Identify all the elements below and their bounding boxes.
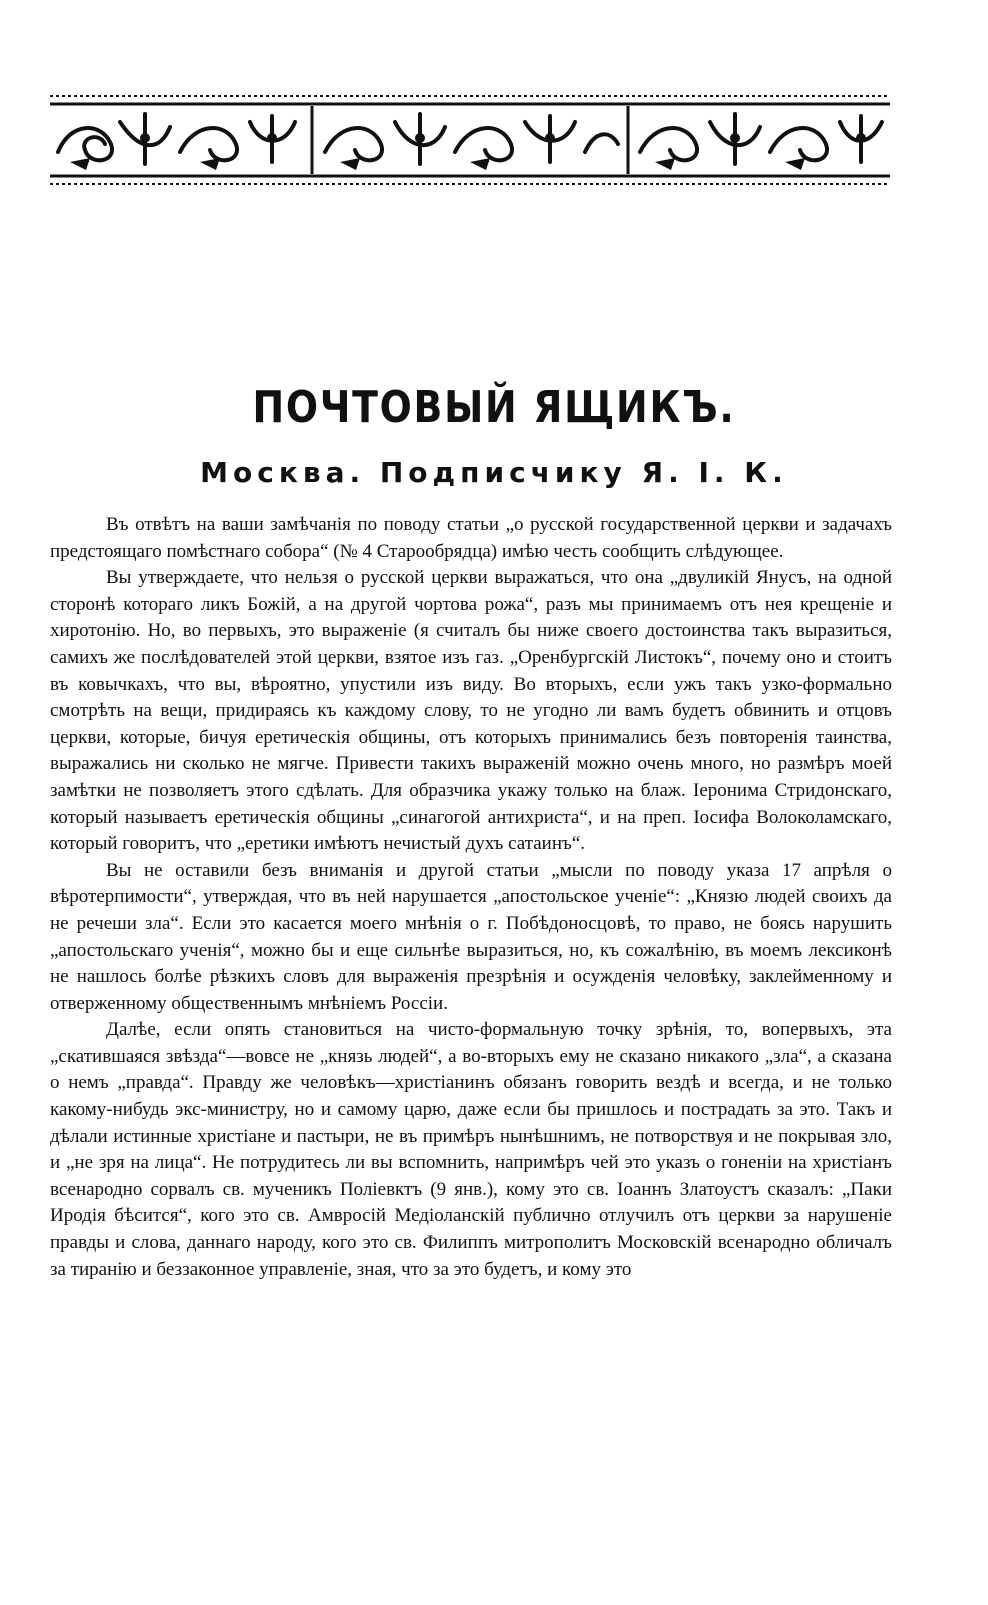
page-subtitle: Москва. Подписчику Я. І. К. (200, 456, 788, 489)
paragraph: Вы утверждаете, что нельзя о русской церкви выражаться, что она „двуликій Янусъ, на одной сторонѣ котораго ликъ Божій, а на другой чортова рожа“, разъ мы принимаемъ отъ нея крещеніе и хиротонію. Но, во первыхъ, это выраженіе (я считалъ бы ниже своего достоинства такъ выразиться, самихъ же послѣдователей этой церкви, взятое изъ газ. „Оренбургскій Листокъ“, почему оно и стоитъ въ ковычкахъ, что вы, вѣроятно, упустили изъ виду. Во вторыхъ, если ужъ такъ узко-формально смотрѣть на вещи, придираясь къ каждому слову, то не угодно ли вамъ будетъ обвинить и отцовъ церкви, которые, бичуя еретическія общины, отъ которыхъ принимались безъ повторенія таинства, выражались ни сколько не мягче. Привести такихъ выраженій можно очень много, но размѣръ моей замѣтки не позволяетъ этого сдѣлать. Для образчика укажу только на блаж. Іеронима Стридонскаго, который называетъ еретическія общины „синагогой антихриста“, и на преп. Іосифа Волоколамскаго, который говоритъ, что „еретики имѣютъ нечистый духъ сатаинъ“. (50, 567, 892, 855)
paragraph: Далѣе, если опять становиться на чисто-формальную точку зрѣнія, то, вопервыхъ, эта „скатившаяся звѣзда“—вовсе не „князь людей“, а во-вторыхъ ему не сказано никакого „зла“, а сказана о немъ „правда“. Правду же человѣкъ—христіанинъ обязанъ говорить вездѣ и всегда, и не только какому-нибудь экс-министру, но и самому царю, даже если бы пришлось и пострадать за это. Такъ и дѣлали истинные христіане и пастыри, не въ примѣръ нынѣшнимъ, не потворствуя и не покрывая зло, и „не зря на лица“. Не потрудитесь ли вы вспомнить, напримѣръ чей это указъ о гоненіи на христіанъ всенародно сорвалъ св. мученикъ Поліевктъ (9 янв.), кому это св. Іоаннъ Златоустъ сказалъ: „Паки Иродія бѣсится“, кого это св. Амвросій Медіоланскій публично отлучилъ отъ церкви за нарушеніе правды и слова, даннаго народу, кого это св. Филиппъ митрополитъ Московскій всенародно обличалъ за тиранію и беззаконное управленіе, зная, что за это будетъ, и кому это (50, 1019, 892, 1280)
article-body (50, 512, 892, 1283)
decorative-header-border (50, 92, 890, 188)
paragraph: Въ отвѣтъ на ваши замѣчанія по поводу статьи „о русской государственной церкви и задачахъ предстоящаго помѣстнаго собора“ (№ 4 Старообрядца) имѣю честь сообщить слѣдующее. (50, 514, 892, 562)
paragraph: Вы не оставили безъ вниманія и другой статьи „мысли по поводу указа 17 апрѣля о вѣротерпимости“, утверждая, что въ ней нарушается „апостольское ученіе“: „Князю людей своихъ да не речеши зла“. Если это касается моего мнѣнія о г. Побѣдоносцовѣ, то право, не боясь нарушить „апостольскаго ученія“, можно бы и еще сильнѣе выразиться, но, къ сожалѣнію, въ моемъ лексиконѣ не нашлось болѣе рѣзкихъ словъ для выраженія презрѣнія и осужденія человѣку, заклейменному и отверженному общественнымъ мнѣніемъ Россіи. (50, 859, 892, 1014)
page-title: ПОЧТОВЫЙ ЯЩИКЪ. (252, 382, 736, 433)
